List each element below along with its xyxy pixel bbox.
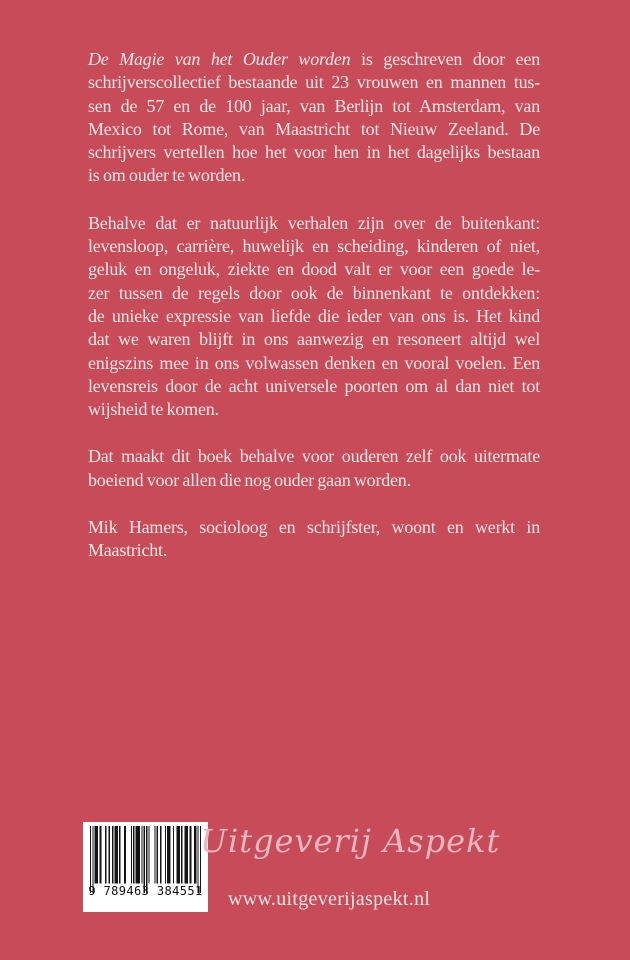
blurb-line: enigszins mee in ons volwassen denken en vooral voelen. Een xyxy=(88,352,540,373)
paragraph-audience xyxy=(88,445,540,492)
blurb-line: dat we waren blijft in ons aanwezig en resoneert altijd wel xyxy=(88,329,540,350)
publisher-website: www.uitgeverijaspekt.nl xyxy=(228,888,431,910)
isbn-barcode xyxy=(83,822,208,912)
blurb-line-rest: is geschreven door een xyxy=(350,49,540,69)
blurb-line: Mexico tot Rome, van Maastricht tot Nieuw Zeeland. De xyxy=(88,118,540,139)
blurb xyxy=(88,48,540,563)
blurb-line: schrijvers vertellen hoe het voor hen in het dagelijks bestaan xyxy=(88,142,540,163)
blurb-line: zer tussen de regels door ook de binnenkant te ontdekken: xyxy=(88,282,540,303)
blurb-line: de unieke expressie van liefde die ieder van ons is. Het kind xyxy=(88,305,540,326)
book-title-italic: De Magie van het Ouder worden xyxy=(88,49,351,69)
blurb-line: levensloop, carrière, huwelijk en scheiding, kinderen of niet, xyxy=(88,236,540,257)
barcode-bars xyxy=(90,826,201,893)
blurb-line: sen de 57 en de 100 jaar, van Berlijn tot Amsterdam, van xyxy=(88,95,540,116)
paragraph-inner-journey xyxy=(88,212,540,422)
blurb-line: levensreis door de acht universele poorten om al dan niet tot xyxy=(88,375,540,396)
blurb-line xyxy=(88,48,540,71)
blurb-line: Dat maakt dit boek behalve voor ouderen zelf ook uitermate xyxy=(88,446,540,467)
blurb-line: Mik Hamers, socioloog en schrijfster, woont en werkt in xyxy=(88,517,540,538)
paragraph-intro xyxy=(88,48,540,188)
blurb-line: Behalve dat er natuurlijk verhalen zijn over de buitenkant: xyxy=(88,212,540,233)
blurb-line: wijsheid te komen. xyxy=(88,399,219,420)
blurb-line: Maastricht. xyxy=(88,540,168,561)
blurb-line: boeiend voor allen die nog ouder gaan worden. xyxy=(88,469,411,490)
blurb-line: geluk en ongeluk, ziekte en dood valt er voor een goede le- xyxy=(88,259,540,280)
blurb-line: is om ouder te worden. xyxy=(88,165,246,186)
barcode-digits: 9 789463 384551 xyxy=(88,884,203,898)
paragraph-author-bio xyxy=(88,516,540,563)
publisher-logo: Uitgeverij Aspekt xyxy=(200,822,501,860)
blurb-line: schrijverscollectief bestaande uit 23 vrouwen en mannen tus- xyxy=(88,72,540,93)
